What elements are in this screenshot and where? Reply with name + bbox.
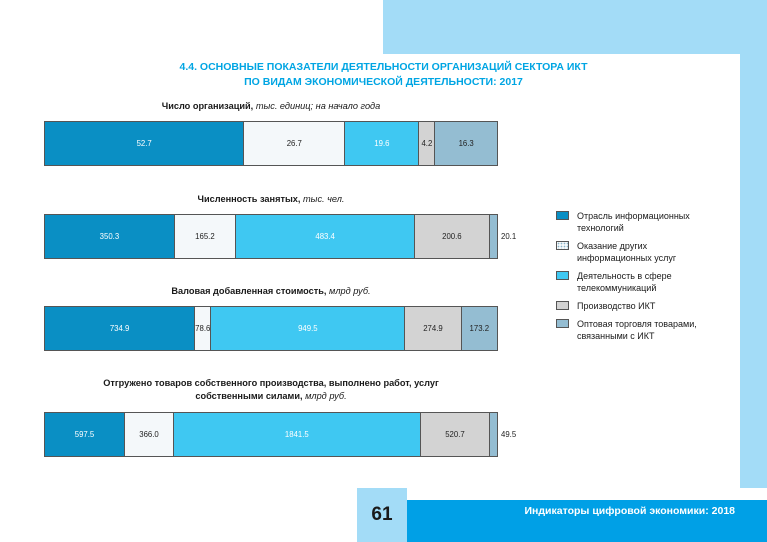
bar-segment-other_info [244,122,345,165]
bar-segment-telecom [345,122,419,165]
decorative-band-top [383,0,767,54]
legend-swatch-manufacturing [556,301,569,310]
chart-2-title [44,193,498,206]
bar-segment-other_info [195,307,211,350]
chart-4-unit: млрд руб. [305,391,347,401]
bar-segment-manufacturing [421,413,491,456]
legend-label: Производство ИКТ [577,301,656,311]
legend-label: Оказание других [577,241,648,251]
bar-segment-manufacturing [419,122,435,165]
data-label: 173.2 [469,324,490,333]
data-label: 49.5 [501,430,517,439]
legend-label: связанными с ИКТ [577,331,655,341]
legend-label: Отрасль информационных [577,211,690,221]
data-label: 483.4 [315,232,335,241]
bar-segment-telecom [211,307,405,350]
chart-1-unit: тыс. единиц; на начало года [255,101,381,111]
footer-publication-title: Индикаторы цифровой экономики: 2018 [524,505,735,517]
footer-band [407,500,767,542]
data-label: 1841.5 [284,430,309,439]
legend-label: телекоммуникаций [577,283,657,293]
legend-label: информационных услуг [577,253,677,263]
page-title-line1: 4.4. ОСНОВНЫЕ ПОКАЗАТЕЛИ ДЕЯТЕЛЬНОСТИ ОРГАНИЗАЦИЙ СЕКТОРА ИКТ [179,61,588,73]
legend-label: Деятельность в сфере [577,271,672,281]
data-label: 78.6 [195,324,211,333]
chart-4-title-line2-text: собственными силами, [195,391,303,401]
chart-3-title-text: Валовая добавленная стоимость, [171,286,327,296]
legend-swatch-other-info [556,241,569,250]
legend-item [556,270,736,294]
data-label: 165.2 [195,232,215,241]
chart-4-title-line2 [44,390,498,403]
bar-segment-it [45,307,195,350]
data-label: 4.2 [421,139,433,148]
data-label: 16.3 [458,139,474,148]
legend-swatch-wholesale [556,319,569,328]
data-label: 366.0 [139,430,159,439]
data-label: 520.7 [445,430,465,439]
data-label: 274.9 [423,324,443,333]
chart-1-title [44,100,498,113]
legend-item [556,240,736,264]
bar-segment-manufacturing [415,215,489,258]
bar-segment-manufacturing [405,307,461,350]
legend-swatch-telecom [556,271,569,280]
data-label: 20.1 [501,232,517,241]
bar-segment-wholesale [435,122,497,165]
legend-item [556,300,736,312]
chart-2-title-text: Численность занятых, [197,194,301,204]
data-label: 597.5 [74,430,95,439]
chart-2-unit: тыс. чел. [303,194,345,204]
data-label: 734.9 [109,324,130,333]
bar-segment-wholesale [490,413,497,456]
legend-item [556,318,736,342]
chart-1-title-text: Число организаций, [161,101,254,111]
data-label: 19.6 [374,139,390,148]
legend-item [556,210,736,234]
chart-3-bar [44,306,498,351]
bar-segment-wholesale [490,215,497,258]
data-label: 350.3 [99,232,120,241]
chart-4-title [44,377,498,403]
chart-4-bar [44,412,517,457]
bar-segment-it [45,215,175,258]
chart-3-title [44,285,498,298]
data-label: 949.5 [298,324,318,333]
chart-3-unit: млрд руб. [329,286,371,296]
data-label: 26.7 [286,139,302,148]
legend-swatch-it [556,211,569,220]
chart-4-title-line1-text: Отгружено товаров собственного производства, выполнено работ, услуг [103,378,439,388]
page-title [0,60,767,90]
bar-segment-it [45,122,244,165]
chart-4-title-line1 [44,377,498,390]
legend-label: Оптовая торговля товарами, [577,319,697,329]
legend [556,210,736,348]
bar-segment-it [45,413,125,456]
legend-label: технологий [577,223,624,233]
bar-segment-telecom [174,413,421,456]
page-title-line2: ПО ВИДАМ ЭКОНОМИЧЕСКОЙ ДЕЯТЕЛЬНОСТИ: 2017 [244,76,523,88]
bar-segment-wholesale [462,307,497,350]
chart-1-bar [44,121,498,166]
bar-segment-other_info [125,413,174,456]
data-label: 52.7 [136,139,152,148]
data-label: 200.6 [442,232,462,241]
bar-segment-telecom [236,215,415,258]
page-number: 61 [357,488,407,542]
chart-2-bar [44,214,517,259]
bar-segment-other_info [175,215,236,258]
